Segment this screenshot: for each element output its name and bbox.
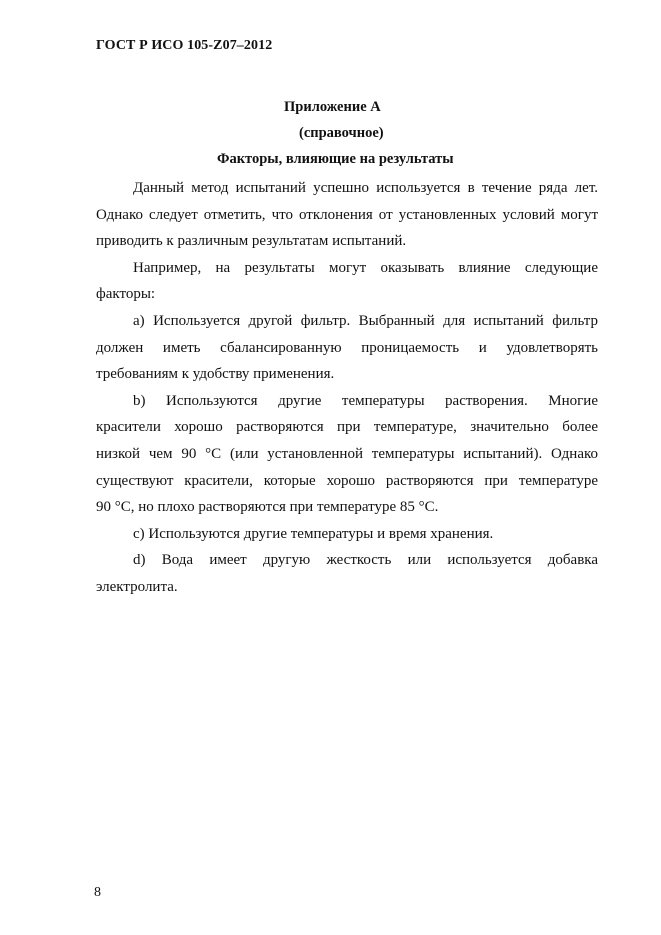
text-line: c) Используются другие температуры и время хранения. (133, 525, 494, 542)
text-line: Данный метод испытаний успешно используется в течение ряда лет. (133, 180, 598, 196)
appendix-title: Приложение А (284, 99, 381, 115)
paragraph-intro (96, 175, 598, 255)
text-line: 90 °С, но плохо растворяются при температуре 85 °С. (96, 499, 439, 516)
text-line: d) Вода имеет другую жесткость или используется добавка (133, 552, 598, 569)
list-item-a (96, 308, 598, 388)
text-line: a) Используется другой фильтр. Выбранный для испытаний фильтр (133, 312, 598, 329)
text-line: должен иметь сбалансированную проницаемость и удовлетворять (96, 339, 598, 356)
list-item-d (96, 547, 598, 600)
body-text (96, 175, 598, 601)
page-number: 8 (94, 885, 101, 900)
document-code-header: ГОСТ Р ИСО 105-Z07–2012 (96, 38, 273, 53)
text-line: требованиям к удобству применения. (96, 366, 335, 383)
text-line: низкой чем 90 °С (или установленной температуры испытаний). Однако (96, 445, 598, 462)
text-line: b) Используются другие температуры растворения. Многие (133, 392, 598, 409)
text-line: электролита. (96, 578, 178, 595)
text-line: Однако следует отметить, что отклонения от установленных условий могут (96, 206, 598, 223)
list-item-b (96, 388, 598, 521)
appendix-subtitle: (справочное) (299, 125, 384, 141)
text-line: факторы: (96, 286, 156, 303)
list-item-c (96, 521, 598, 548)
text-line: приводить к различным результатам испытаний. (96, 233, 407, 250)
text-line: существуют красители, которые хорошо растворяются при температуре (96, 472, 598, 489)
paragraph-example (96, 255, 598, 308)
text-line: красители хорошо растворяются при температуре, значительно более (96, 419, 598, 436)
appendix-heading: Факторы, влияющие на результаты (217, 151, 454, 167)
text-line: Например, на результаты могут оказывать влияние следующие (133, 259, 598, 276)
